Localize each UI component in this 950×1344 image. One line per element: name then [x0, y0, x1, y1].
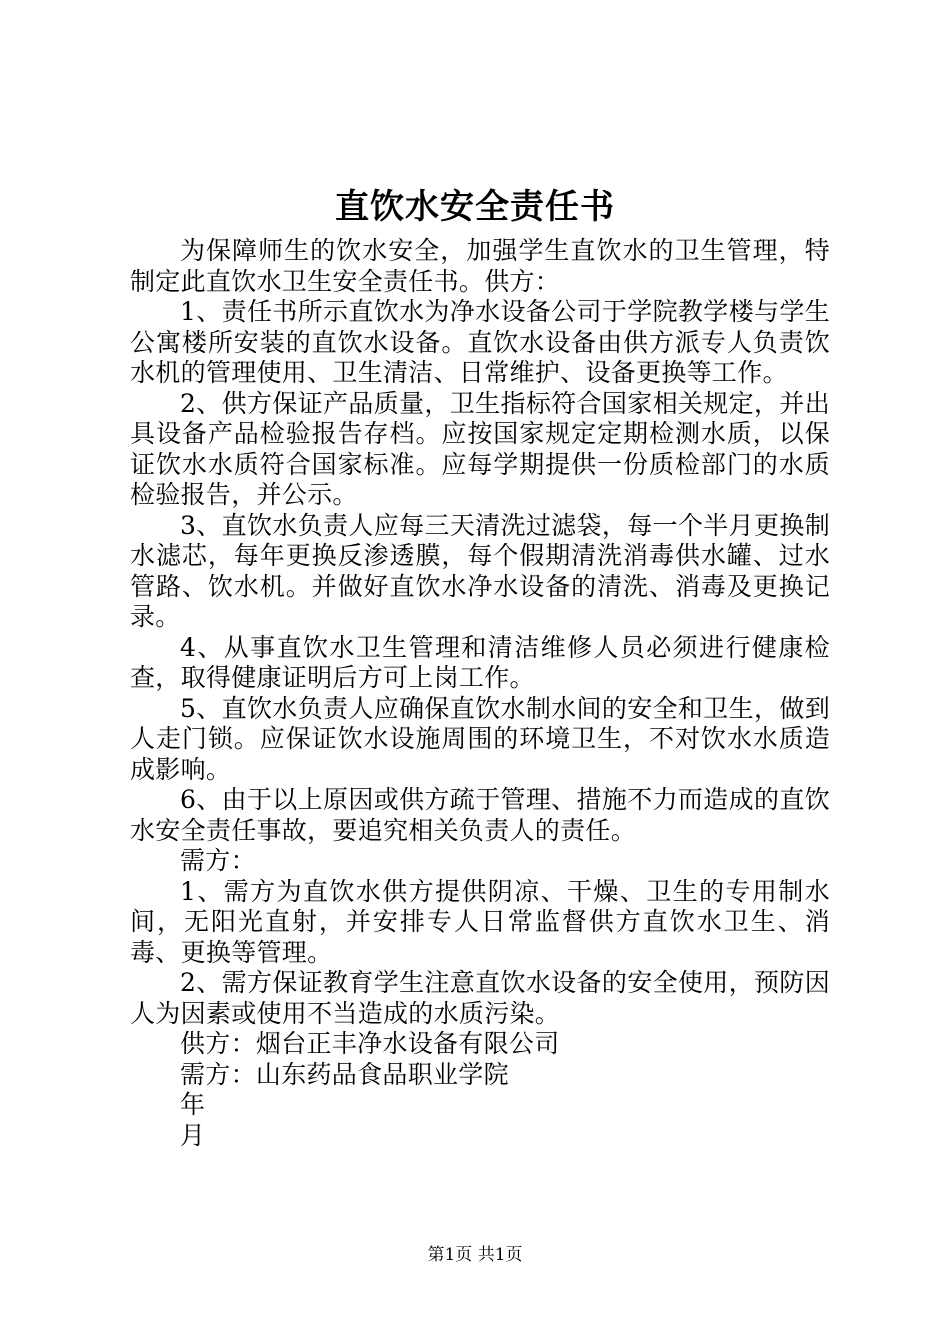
date-year: 年 — [180, 1090, 206, 1119]
buyer-signature: 需方：山东药品食品职业学院 — [180, 1059, 509, 1089]
date-month: 月 — [180, 1120, 206, 1150]
buyer-clause-1: 1、需方为直饮水供方提供阴凉、干燥、卫生的专用制水间，无阳光直射，并安排专人日常监督供方直饮水卫生、消毒、更换等管理。 — [130, 876, 830, 967]
supplier-clause-4: 4、从事直饮水卫生管理和清洁维修人员必须进行健康检查，取得健康证明后方可上岗工作。 — [130, 632, 830, 692]
supplier-clause-3: 3、直饮水负责人应每三天清洗过滤袋，每一个半月更换制水滤芯，每年更换反渗透膜，每个假期清洗消毒供水罐、过水管路、饮水机。并做好直饮水净水设备的清洗、消毒及更换记录。 — [130, 510, 830, 631]
buyer-heading: 需方： — [180, 846, 256, 875]
supplier-clause-5: 5、直饮水负责人应确保直饮水制水间的安全和卫生，做到人走门锁。应保证饮水设施周围的环境卫生，不对饮水水质造成影响。 — [130, 693, 830, 784]
page-footer: 第1页 共1页 — [427, 1245, 523, 1265]
document-body — [130, 236, 830, 1151]
supplier-signature: 供方：烟台正丰净水设备有限公司 — [180, 1029, 560, 1058]
supplier-clause-1: 1、责任书所示直饮水为净水设备公司于学院教学楼与学生公寓楼所安装的直饮水设备。直饮水设备由供方派专人负责饮水机的管理使用、卫生清洁、日常维护、设备更换等工作。 — [130, 297, 830, 387]
document-title: 直饮水安全责任书 — [335, 187, 615, 227]
buyer-clause-2: 2、需方保证教育学生注意直饮水设备的安全使用，预防因人为因素或使用不当造成的水质污染。 — [130, 968, 830, 1028]
intro-paragraph: 为保障师生的饮水安全，加强学生直饮水的卫生管理，特制定此直饮水卫生安全责任书。供方： — [130, 236, 830, 296]
supplier-clause-2: 2、供方保证产品质量，卫生指标符合国家相关规定，并出具设备产品检验报告存档。应按国家规定定期检测水质，以保证饮水水质符合国家标准。应每学期提供一份质检部门的水质检验报告，并公示。 — [130, 388, 830, 509]
supplier-clause-6: 6、由于以上原因或供方疏于管理、措施不力而造成的直饮水安全责任事故，要追究相关负责人的责任。 — [130, 785, 830, 845]
